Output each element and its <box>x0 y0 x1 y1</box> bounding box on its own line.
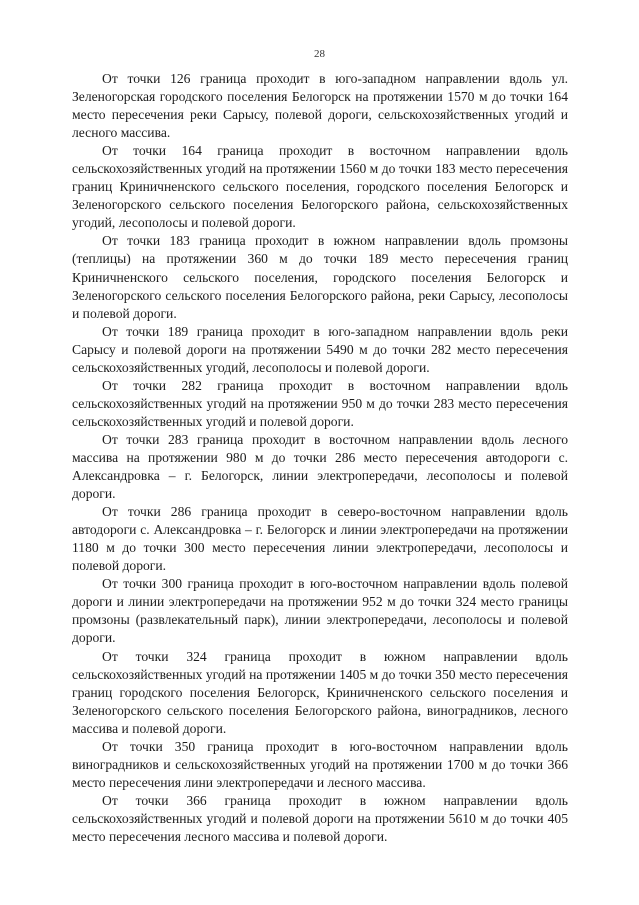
paragraph-7: От точки 286 граница проходит в северо-восточном направлении вдоль автодороги с. Александровка – г. Белогорск и линии электропередачи на протяжении 1180 м до точки 300 место пересечения линии электропередачи, лесополосы и полевой дороги. <box>72 504 568 574</box>
paragraph-3: От точки 183 граница проходит в южном направлении вдоль промзоны (теплицы) на протяжении 360 м до точки 189 место пересечения границ Криничненского сельского поселения, городского поселения Белогорск и Зеленогорского сельского поселения Белогорского района, реки Сарысу, лесополосы и полевой дороги. <box>72 233 568 321</box>
paragraph-9: От точки 324 граница проходит в южном направлении вдоль сельскохозяйственных угодий на протяжении 1405 м до точки 350 место пересечения границ городского поселения Белогорск, Криничненского сельского поселения и Зеленогорского сельского поселения Белогорского района, виноградников, лесного массива и полевой дороги. <box>72 648 568 736</box>
paragraph-6: От точки 283 граница проходит в восточном направлении вдоль лесного массива на протяжении 980 м до точки 286 место пересечения автодороги с. Александровка – г. Белогорск, линии электропередачи, лесополосы и полевой дороги. <box>72 431 568 502</box>
paragraph-1: От точки 126 граница проходит в юго-западном направлении вдоль ул. Зеленогорская городского поселения Белогорск на протяжении 1570 м до точки 164 место пересечения реки Сарысу, полевой дороги, сельскохозяйственных угодий и лесного массива. <box>72 71 568 141</box>
document-body <box>72 70 568 846</box>
paragraph-11: От точки 366 граница проходит в южном направлении вдоль сельскохозяйственных угодий и полевой дороги на протяжении 5610 м до точки 405 место пересечения лесного массива и полевой дороги. <box>72 792 568 844</box>
paragraph-4: От точки 189 граница проходит в юго-западном направлении вдоль реки Сарысу и полевой дороги на протяжении 5490 м до точки 282 место пересечения сельскохозяйственных угодий, лесополосы и полевой дороги. <box>72 323 568 375</box>
page-number: 28 <box>314 48 325 60</box>
paragraph-8: От точки 300 граница проходит в юго-восточном направлении вдоль полевой дороги и линии электропередачи на протяжении 952 м до точки 324 место границы промзоны (развлекательный парк), линии электропередачи, лесополосы и полевой дороги. <box>72 576 568 646</box>
paragraph-2: От точки 164 граница проходит в восточном направлении вдоль сельскохозяйственных угодий на протяжении 1560 м до точки 183 место пересечения границ Криничненского сельского поселения, городского поселения Белогорск и Зеленогорского сельского поселения Белогорского района, сельскохозяйственных угодий, лесополосы и полевой дороги. <box>72 143 568 231</box>
paragraph-10: От точки 350 граница проходит в юго-восточном направлении вдоль виноградников и сельскохозяйственных угодий на протяжении 1700 м до точки 366 место пересечения лини электропередачи и лесного массива. <box>72 738 568 790</box>
paragraph-5: От точки 282 граница проходит в восточном направлении вдоль сельскохозяйственных угодий на протяжении 950 м до точки 283 место пересечения сельскохозяйственных угодий и полевой дороги. <box>72 377 568 429</box>
